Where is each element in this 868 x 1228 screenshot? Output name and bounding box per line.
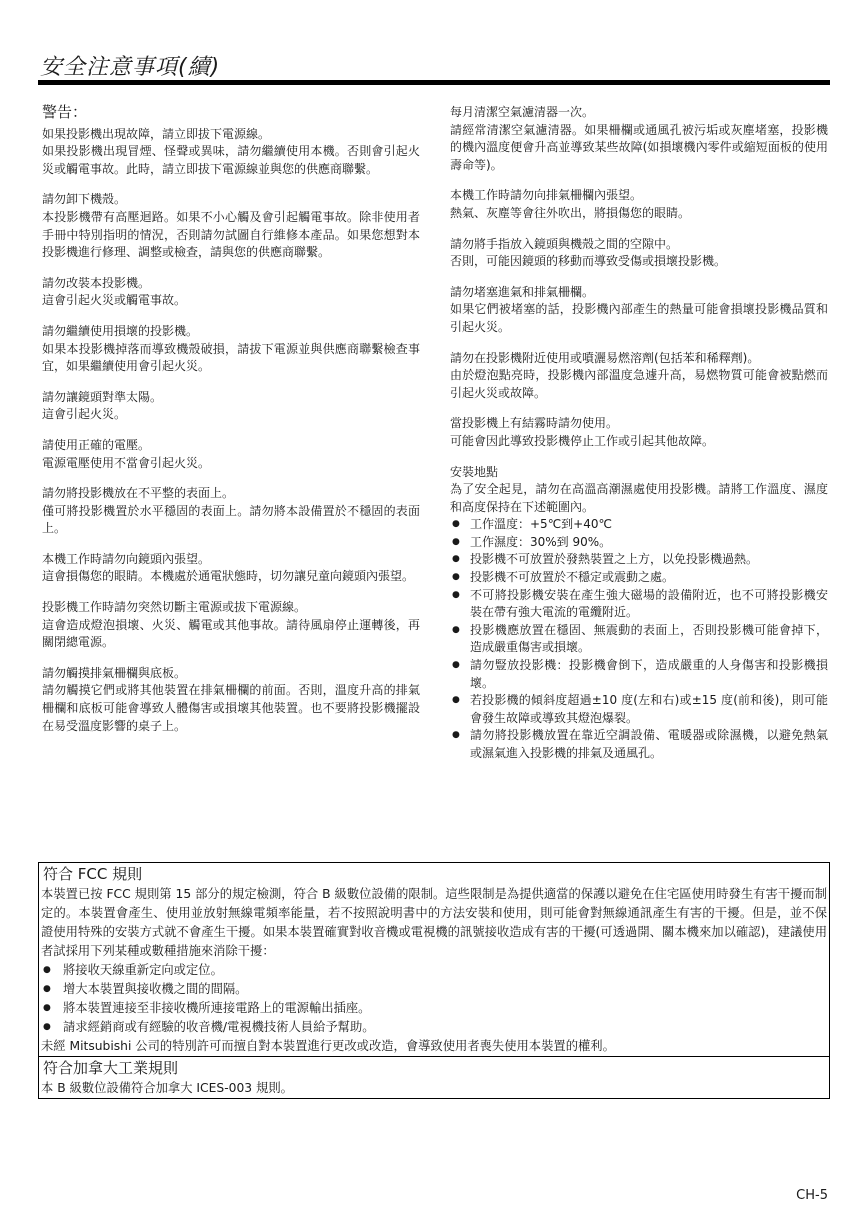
bullet-item: ● 請勿豎放投影機：投影機會倒下，造成嚴重的人身傷害和投影機損壞。 bbox=[450, 657, 828, 692]
section-text: 熱氣、灰塵等會往外吹出，將損傷您的眼睛。 bbox=[450, 205, 691, 220]
section-text: 如果投影機出現冒煙、怪聲或異味，請勿繼續使用本機。否則會引起火災或觸電事故。此時，請立即拔下電源線並與您的供應商聯繫。 bbox=[42, 144, 420, 176]
section-text: 這會損傷您的眼睛。本機處於通電狀態時，切勿讓兒童向鏡頭內張望。 bbox=[42, 569, 415, 584]
safety-section bbox=[450, 236, 828, 271]
safety-section bbox=[42, 323, 420, 376]
section-text: 如果本投影機掉落而導致機殼破損，請拔下電源並與供應商聯繫檢查事宜，如果繼續使用會引起火災。 bbox=[42, 341, 420, 374]
right-sections bbox=[450, 104, 828, 451]
safety-section bbox=[450, 415, 828, 450]
page-number: CH-5 bbox=[796, 1188, 828, 1203]
safety-section bbox=[42, 599, 420, 652]
section-text: 如果它們被堵塞的話，投影機內部產生的熱量可能會損壞投影機品質和引起火災。 bbox=[450, 302, 828, 334]
section-text: 本投影機帶有高壓迴路。如果不小心觸及會引起觸電事故。除非使用者手冊中特別指明的情況，否則請勿試圖自行維修本產品。如果您想對本投影機進行修理、調整或檢查，請與您的供應商聯繫。 bbox=[42, 209, 420, 260]
bullet-item: ● 工作溫度：+5℃到+40℃ bbox=[450, 516, 828, 534]
bullet-item: ● 投影機不可放置於不穩定或震動之處。 bbox=[450, 569, 828, 587]
safety-section bbox=[42, 389, 420, 424]
safety-section bbox=[42, 126, 420, 179]
fcc-body bbox=[39, 885, 829, 1056]
right-column bbox=[450, 104, 828, 776]
fcc-box bbox=[38, 862, 830, 1099]
safety-section bbox=[42, 665, 420, 735]
section-text: 這會引起火災。 bbox=[42, 407, 127, 422]
section-heading: 本機工作時請勿向排氣柵欄內張望。 bbox=[450, 188, 643, 203]
bullet-item: ● 請勿將投影機放置在靠近空調設備、電暖器或除濕機，以避免熱氣或濕氣進入投影機的排氣及通風孔。 bbox=[450, 727, 828, 762]
safety-section bbox=[42, 485, 420, 538]
bullet-item: ● 若投影機的傾斜度超過±10 度(左和右)或±15 度(前和後)，則可能會發生故障或導致其燈泡爆裂。 bbox=[450, 692, 828, 727]
section-text: 這會引起火災或觸電事故。 bbox=[42, 293, 187, 308]
section-heading: 請勿繼續使用損壞的投影機。 bbox=[42, 323, 199, 338]
install-heading: 安裝地點 bbox=[450, 464, 499, 479]
canada-text: 本 B 級數位設備符合加拿大 ICES-003 規則。 bbox=[41, 1081, 293, 1095]
safety-section bbox=[42, 551, 420, 586]
section-heading: 請勿卸下機殼。 bbox=[42, 192, 127, 207]
section-heading: 請勿將手指放入鏡頭與機殼之間的空隙中。 bbox=[450, 236, 679, 251]
bullet-item: ● 工作濕度：30%到 90%。 bbox=[450, 534, 828, 552]
section-text: 這會造成燈泡損壞、火災、觸電或其他事故。請待風扇停止運轉後，再關閉總電源。 bbox=[42, 617, 420, 650]
bullet-item: ● 請求經銷商或有經驗的收音機/電視機技術人員給予幫助。 bbox=[41, 1018, 827, 1037]
title-rule bbox=[38, 80, 830, 85]
section-text: 請勿觸摸它們或將其他裝置在排氣柵欄的前面。否則，溫度升高的排氣柵欄和底板可能會導致人體傷害或損壞其他裝置。也不要將投影機擺設在易受溫度影響的桌子上。 bbox=[42, 683, 420, 733]
section-text: 僅可將投影機置於水平穩固的表面上。請勿將本設備置於不穩固的表面上。 bbox=[42, 503, 420, 536]
section-heading: 請勿觸摸排氣柵欄與底板。 bbox=[42, 665, 187, 680]
fcc-paragraph: 本裝置已按 FCC 規則第 15 部分的規定檢測，符合 B 級數位設備的限制。這些限制是為提供適當的保護以避免在住宅區使用時發生有害干擾而制定的。本裝置會產生、使用並放射無線電頻率能量，若不按照說明書中的方法安裝和使用，則可能會對無線通訊產生有害的干擾。但是，並不保證使用特殊的安裝方式就不會產生干擾。如果本裝置確實對收音機或電視機的訊號接收造成有害的干擾(可透過開、關本機來加以確認)，建議使用者試採用下列某種或數種措施來消除干擾： bbox=[41, 887, 827, 958]
safety-section bbox=[450, 104, 828, 174]
section-heading: 請勿讓鏡頭對準太陽。 bbox=[42, 389, 163, 404]
safety-section bbox=[42, 275, 420, 310]
section-heading: 請勿堵塞進氣和排氣柵欄。 bbox=[450, 284, 595, 299]
left-column bbox=[42, 104, 420, 748]
bullet-item: ● 增大本裝置與接收機之間的間隔。 bbox=[41, 980, 827, 999]
safety-section bbox=[42, 191, 420, 261]
section-heading: 投影機工作時請勿突然切斷主電源或拔下電源線。 bbox=[42, 600, 307, 615]
bullet-item: ● 將本裝置連接至非接收機所連接電路上的電源輸出插座。 bbox=[41, 999, 827, 1018]
page-title: 安全注意事項(續) bbox=[40, 55, 221, 80]
section-heading: 本機工作時請勿向鏡頭內張望。 bbox=[42, 551, 211, 566]
safety-section bbox=[450, 350, 828, 403]
warning-heading: 警告： bbox=[42, 103, 88, 121]
safety-section bbox=[42, 437, 420, 472]
section-heading: 請勿改裝本投影機。 bbox=[42, 275, 151, 290]
bullet-item: ● 不可將投影機安裝在產生強大磁場的設備附近，也不可將投影機安裝在帶有強大電流的電纜附近。 bbox=[450, 587, 828, 622]
bullet-item: ● 將接收天線重新定向或定位。 bbox=[41, 961, 827, 980]
bullet-item: ● 投影機應放置在穩固、無震動的表面上，否則投影機可能會掉下，造成嚴重傷害或損壞。 bbox=[450, 622, 828, 657]
install-section bbox=[450, 464, 828, 763]
safety-section bbox=[450, 284, 828, 337]
safety-section bbox=[450, 187, 828, 222]
fcc-bullet-list bbox=[41, 961, 827, 1037]
section-text: 否則，可能因鏡頭的移動而導致受傷或損壞投影機。 bbox=[450, 254, 727, 269]
section-heading: 當投影機上有結霧時請勿使用。 bbox=[450, 416, 619, 431]
section-text: 請經常清潔空氣濾清器。如果柵欄或通風孔被污垢或灰塵堵塞，投影機的機內溫度便會升高並導致某些故障(如損壞機內零件或縮短面板的使用壽命等)。 bbox=[450, 122, 828, 172]
section-text: 電源電壓使用不當會引起火災。 bbox=[42, 455, 211, 470]
bullet-item: ● 投影機不可放置於發熱裝置之上方，以免投影機過熱。 bbox=[450, 551, 828, 569]
section-heading: 每月清潔空氣濾清器一次。 bbox=[450, 105, 595, 119]
install-bullet-list bbox=[450, 516, 828, 762]
fcc-note: 未經 Mitsubishi 公司的特別許可而擅自對本裝置進行更改或改造，會導致使用者喪失使用本裝置的權利。 bbox=[41, 1039, 615, 1053]
left-sections bbox=[42, 126, 420, 736]
section-text: 可能會因此導致投影機停止工作或引起其他故障。 bbox=[450, 433, 715, 448]
fcc-title: 符合 FCC 規則 bbox=[43, 865, 143, 883]
section-heading: 如果投影機出現故障，請立即拔下電源線。 bbox=[42, 126, 271, 141]
section-heading: 請勿將投影機放在不平整的表面上。 bbox=[42, 486, 235, 501]
section-heading: 請使用正確的電壓。 bbox=[42, 437, 151, 452]
install-intro: 為了安全起見，請勿在高溫高潮濕處使用投影機。請將工作溫度、濕度和高度保持在下述範圍內。 bbox=[450, 482, 828, 514]
canada-body bbox=[39, 1079, 829, 1098]
canada-title: 符合加拿大工業規則 bbox=[43, 1059, 179, 1077]
section-heading: 請勿在投影機附近使用或噴灑易燃溶劑(包括苯和稀釋劑)。 bbox=[450, 350, 760, 365]
section-text: 由於燈泡點亮時，投影機內部溫度急遽升高，易燃物質可能會被點燃而引起火災或故障。 bbox=[450, 368, 828, 400]
